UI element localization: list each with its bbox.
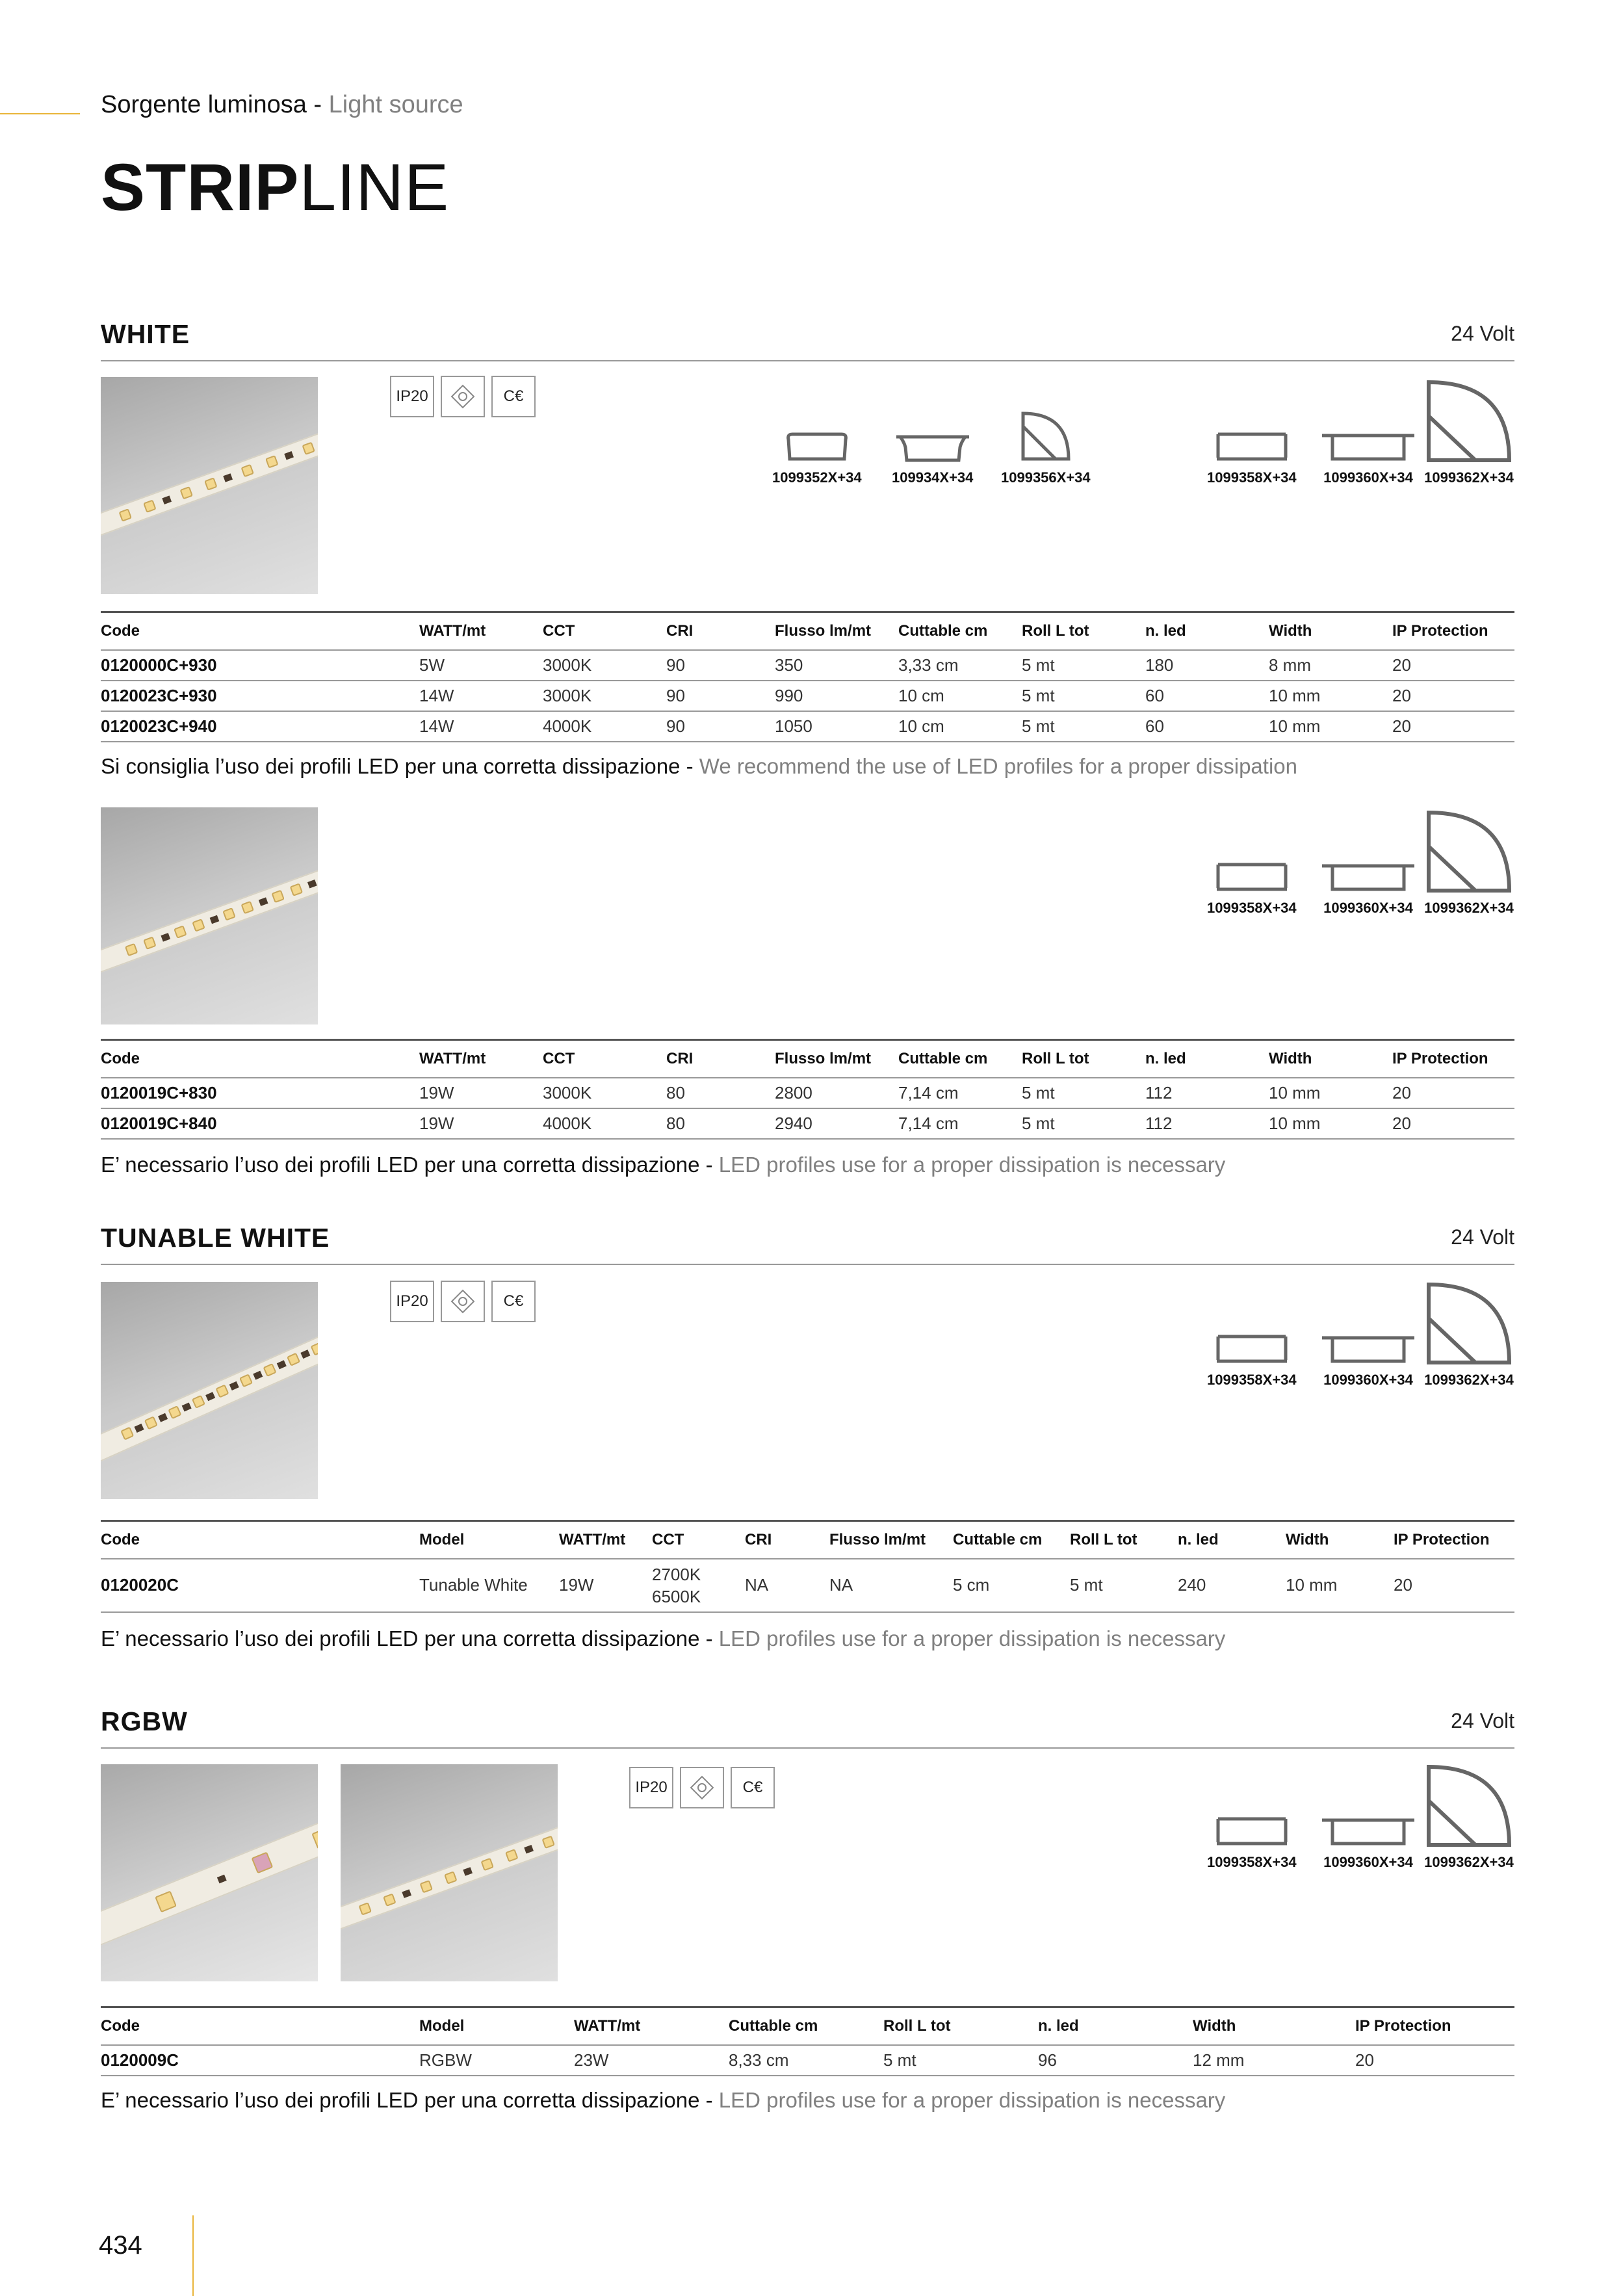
profile-label: 1099362X+34 [1424,1372,1514,1388]
profile-flat-channel-icon [1213,859,1291,896]
note-white-2: E’ necessario l’uso dei profili LED per una corretta dissipazione - LED profiles use for a proper dissipation is necessary [101,1153,1226,1177]
cell: 20 [1355,2045,1514,2076]
product-photo-tunable [101,1282,318,1499]
certification-badges-rgbw [629,1767,775,1808]
col-header: WATT/mt [574,2007,729,2045]
table-header-row [101,1521,1514,1559]
cell: 5 cm [953,1559,1070,1612]
col-header: WATT/mt [419,612,543,650]
col-header: Width [1269,612,1392,650]
cell: 90 [666,650,775,681]
col-header: n. led [1145,1040,1269,1078]
voltage-white: 24 Volt [1451,322,1514,345]
note-it: Si consiglia l’uso dei profili LED per una corretta dissipazione [101,754,681,778]
profile-1099360 [1319,859,1417,917]
cell: 80 [666,1078,775,1108]
col-header: Flusso lm/mt [775,1040,898,1078]
profile-1099358 [1207,1814,1297,1871]
col-header: Model [419,2007,574,2045]
table-header-row [101,1040,1514,1078]
col-header: CCT [652,1521,745,1559]
profile-recessed-channel-icon [1319,1814,1417,1850]
certification-badges-tunable [390,1281,536,1322]
col-header: IP Protection [1392,612,1514,650]
cell-code: 0120023C+930 [101,681,419,711]
cell: Tunable White [419,1559,559,1612]
cell: 23W [574,2045,729,2076]
cell: 5 mt [1022,650,1145,681]
voltage-rgbw: 24 Volt [1451,1709,1514,1732]
col-header: Code [101,1521,419,1559]
note-en: LED profiles use for a proper dissipation is necessary [718,2088,1226,2112]
profile-flat-channel-icon [1213,1331,1291,1368]
led-strip-graphic [101,1807,318,1950]
col-header: CRI [666,612,775,650]
profile-label: 1099360X+34 [1323,469,1413,486]
note-en: LED profiles use for a proper dissipation is necessary [718,1626,1226,1650]
note-it: E’ necessario l’uso dei profili LED per una corretta dissipazione [101,1626,700,1650]
col-header: CCT [543,612,666,650]
col-header: n. led [1038,2007,1193,2045]
breadcrumb-en: Light source [328,91,463,118]
table-row [101,681,1514,711]
cell: 20 [1392,1108,1514,1139]
col-header: IP Protection [1355,2007,1514,2045]
dimmable-icon [441,1281,485,1322]
table-header-row [101,612,1514,650]
cell: 19W [419,1078,543,1108]
cell: 96 [1038,2045,1193,2076]
ip20-badge: IP20 [390,376,434,417]
col-header: n. led [1145,612,1269,650]
cell: 10 mm [1269,681,1392,711]
led-strip-graphic [341,1811,558,1934]
col-header: CRI [666,1040,775,1078]
profile-109934 [892,429,973,486]
page-title [101,151,449,224]
col-header: IP Protection [1392,1040,1514,1078]
page-title-bold: STRIP [101,150,300,224]
note-it: E’ necessario l’uso dei profili LED per una corretta dissipazione [101,2088,700,2112]
col-header: Cuttable cm [729,2007,883,2045]
ce-mark-icon: C€ [731,1767,775,1808]
profile-label: 1099362X+34 [1424,469,1514,486]
product-photo-white-2 [101,807,318,1024]
cct-value-2: 6500K [652,1586,701,1606]
col-header: Width [1269,1040,1392,1078]
cell: 20 [1392,711,1514,742]
profile-1099362 [1423,1279,1514,1389]
cell: 5 mt [1022,681,1145,711]
profile-1099362 [1423,1762,1514,1871]
cell-code: 0120009C [101,2045,419,2076]
cell: 10 cm [898,711,1022,742]
note-white-1: Si consiglia l’uso dei profili LED per una corretta dissipazione - We recommend the use of LED profiles for a proper dissipation [101,754,1297,778]
breadcrumb [101,91,463,119]
profile-label: 1099358X+34 [1207,1372,1297,1388]
breadcrumb-separator: - [306,91,329,118]
col-header: Cuttable cm [898,612,1022,650]
profile-label: 1099358X+34 [1207,469,1297,486]
cell: 112 [1145,1078,1269,1108]
table-row [101,1108,1514,1139]
cell: 90 [666,711,775,742]
cell: 350 [775,650,898,681]
cell: 3,33 cm [898,650,1022,681]
col-header: Roll L tot [1022,1040,1145,1078]
page-title-light: LINE [299,150,450,224]
led-strip-graphic [101,1320,318,1465]
ce-mark-icon: C€ [491,1281,536,1322]
cell: 60 [1145,681,1269,711]
cell: 7,14 cm [898,1108,1022,1139]
cell: 19W [419,1108,543,1139]
cell: 80 [666,1108,775,1139]
cell: 2800 [775,1078,898,1108]
ce-mark-icon: C€ [491,376,536,417]
note-tunable: E’ necessario l’uso dei profili LED per una corretta dissipazione - LED profiles use for a proper dissipation is necessary [101,1626,1226,1650]
profile-flat-channel-icon [1213,1814,1291,1850]
cell: 90 [666,681,775,711]
breadcrumb-it: Sorgente luminosa [101,91,307,118]
cell: RGBW [419,2045,574,2076]
col-header: WATT/mt [559,1521,652,1559]
page-number: 434 [99,2231,142,2260]
cell: 10 mm [1269,1108,1392,1139]
cell: 4000K [543,1108,666,1139]
cct-value-1: 2700K [652,1564,701,1584]
cell: 3000K [543,681,666,711]
profile-1099360 [1319,1331,1417,1389]
cell-code: 0120023C+940 [101,711,419,742]
section-header-rgbw [101,1684,1514,1749]
col-header: n. led [1178,1521,1286,1559]
col-header: Code [101,1040,419,1078]
cell: 3000K [543,1078,666,1108]
profile-1099362 [1423,377,1514,486]
profile-1099360 [1319,1814,1417,1871]
cell: 20 [1392,681,1514,711]
spec-table-tunable [101,1520,1514,1613]
certification-badges-white [390,376,536,417]
cell: 5 mt [1070,1559,1178,1612]
product-photo-white-1 [101,377,318,594]
cell: 2940 [775,1108,898,1139]
table-row [101,2045,1514,2076]
section-title-tunable: TUNABLE WHITE [101,1223,330,1253]
dimmable-icon [680,1767,724,1808]
profile-label: 109934X+34 [892,469,974,486]
spec-table-white-2 [101,1039,1514,1140]
cell: 14W [419,711,543,742]
cell: 180 [1145,650,1269,681]
cell: 14W [419,681,543,711]
cell: 240 [1178,1559,1286,1612]
cell: 20 [1394,1559,1514,1612]
col-header: Flusso lm/mt [829,1521,953,1559]
ip20-badge: IP20 [629,1767,673,1808]
table-row [101,1559,1514,1612]
cell: 60 [1145,711,1269,742]
led-strip-graphic [101,417,318,540]
col-header: Cuttable cm [953,1521,1070,1559]
cell: 12 mm [1193,2045,1355,2076]
section-title-rgbw: RGBW [101,1706,188,1736]
dimmable-icon [441,376,485,417]
col-header: Code [101,612,419,650]
profile-recessed-channel-icon [1319,859,1417,896]
profile-large-corner-icon [1423,377,1514,465]
col-header: Flusso lm/mt [775,612,898,650]
profile-1099358 [1207,859,1297,917]
profile-label: 1099358X+34 [1207,900,1297,916]
cell-code: 0120019C+840 [101,1108,419,1139]
cell: 3000K [543,650,666,681]
profile-1099362 [1423,807,1514,917]
col-header: Roll L tot [883,2007,1038,2045]
profile-u-channel-icon [785,429,850,465]
profile-label: 1099352X+34 [772,469,862,486]
profile-flanged-channel-icon [894,429,972,465]
col-header: Width [1286,1521,1394,1559]
col-header: CCT [543,1040,666,1078]
col-header: Cuttable cm [898,1040,1022,1078]
voltage-tunable: 24 Volt [1451,1225,1514,1249]
profile-large-corner-icon [1423,1279,1514,1368]
cell: 1050 [775,711,898,742]
profile-label: 1099356X+34 [1001,469,1091,486]
table-row [101,1078,1514,1108]
col-header: CRI [745,1521,829,1559]
profile-label: 1099358X+34 [1207,1854,1297,1870]
section-header-white [101,296,1514,361]
note-en: We recommend the use of LED profiles for a proper dissipation [699,754,1297,778]
cell: 4000K [543,711,666,742]
profile-label: 1099360X+34 [1323,1372,1413,1388]
led-strip-graphic [101,854,318,977]
spec-table-white-1 [101,611,1514,742]
footer-accent-line [192,2215,194,2296]
profile-label: 1099362X+34 [1424,1854,1514,1870]
note-rgbw: E’ necessario l’uso dei profili LED per una corretta dissipazione - LED profiles use for a proper dissipation is necessary [101,2088,1226,2112]
cell: 20 [1392,1078,1514,1108]
cell-code: 0120000C+930 [101,650,419,681]
col-header: Width [1193,2007,1355,2045]
cell: 19W [559,1559,652,1612]
profile-recessed-channel-icon [1319,1331,1417,1368]
table-header-row [101,2007,1514,2045]
profile-large-corner-icon [1423,1762,1514,1850]
header-accent-line [0,113,80,114]
profile-flat-channel-icon [1213,429,1291,465]
cell-code: 0120019C+830 [101,1078,419,1108]
profile-label: 1099360X+34 [1323,1854,1413,1870]
cell: 990 [775,681,898,711]
profile-recessed-channel-icon [1319,429,1417,465]
col-header: Code [101,2007,419,2045]
cell: 8,33 cm [729,2045,883,2076]
cell: NA [745,1559,829,1612]
cell: 5 mt [1022,711,1145,742]
cell: 7,14 cm [898,1078,1022,1108]
profile-1099360 [1319,429,1417,486]
cell: 5W [419,650,543,681]
cell: 10 mm [1269,1078,1392,1108]
cell: 5 mt [1022,1108,1145,1139]
cell: NA [829,1559,953,1612]
profile-large-corner-icon [1423,807,1514,896]
spec-table-rgbw [101,2006,1514,2076]
section-header-tunable [101,1200,1514,1265]
ip20-badge: IP20 [390,1281,434,1322]
col-header: Roll L tot [1022,612,1145,650]
cell: 5 mt [883,2045,1038,2076]
note-it: E’ necessario l’uso dei profili LED per una corretta dissipazione [101,1153,700,1177]
profile-corner-icon [1017,407,1075,465]
profile-label: 1099360X+34 [1323,900,1413,916]
product-photo-rgbw-1 [101,1764,318,1981]
cell: 10 mm [1269,711,1392,742]
profile-1099358 [1207,1331,1297,1389]
product-photo-rgbw-2 [341,1764,558,1981]
col-header: Model [419,1521,559,1559]
profile-1099352 [772,429,862,486]
table-row [101,711,1514,742]
cell-cct [652,1559,745,1612]
cell: 20 [1392,650,1514,681]
profile-1099356 [1001,407,1091,486]
table-row [101,650,1514,681]
cell: 8 mm [1269,650,1392,681]
col-header: IP Protection [1394,1521,1514,1559]
cell: 5 mt [1022,1078,1145,1108]
cell: 10 cm [898,681,1022,711]
note-en: LED profiles use for a proper dissipation is necessary [718,1153,1226,1177]
col-header: WATT/mt [419,1040,543,1078]
cell: 10 mm [1286,1559,1394,1612]
profile-1099358 [1207,429,1297,486]
cell: 112 [1145,1108,1269,1139]
section-title-white: WHITE [101,319,190,349]
profile-label: 1099362X+34 [1424,900,1514,916]
col-header: Roll L tot [1070,1521,1178,1559]
cell-code: 0120020C [101,1559,419,1612]
